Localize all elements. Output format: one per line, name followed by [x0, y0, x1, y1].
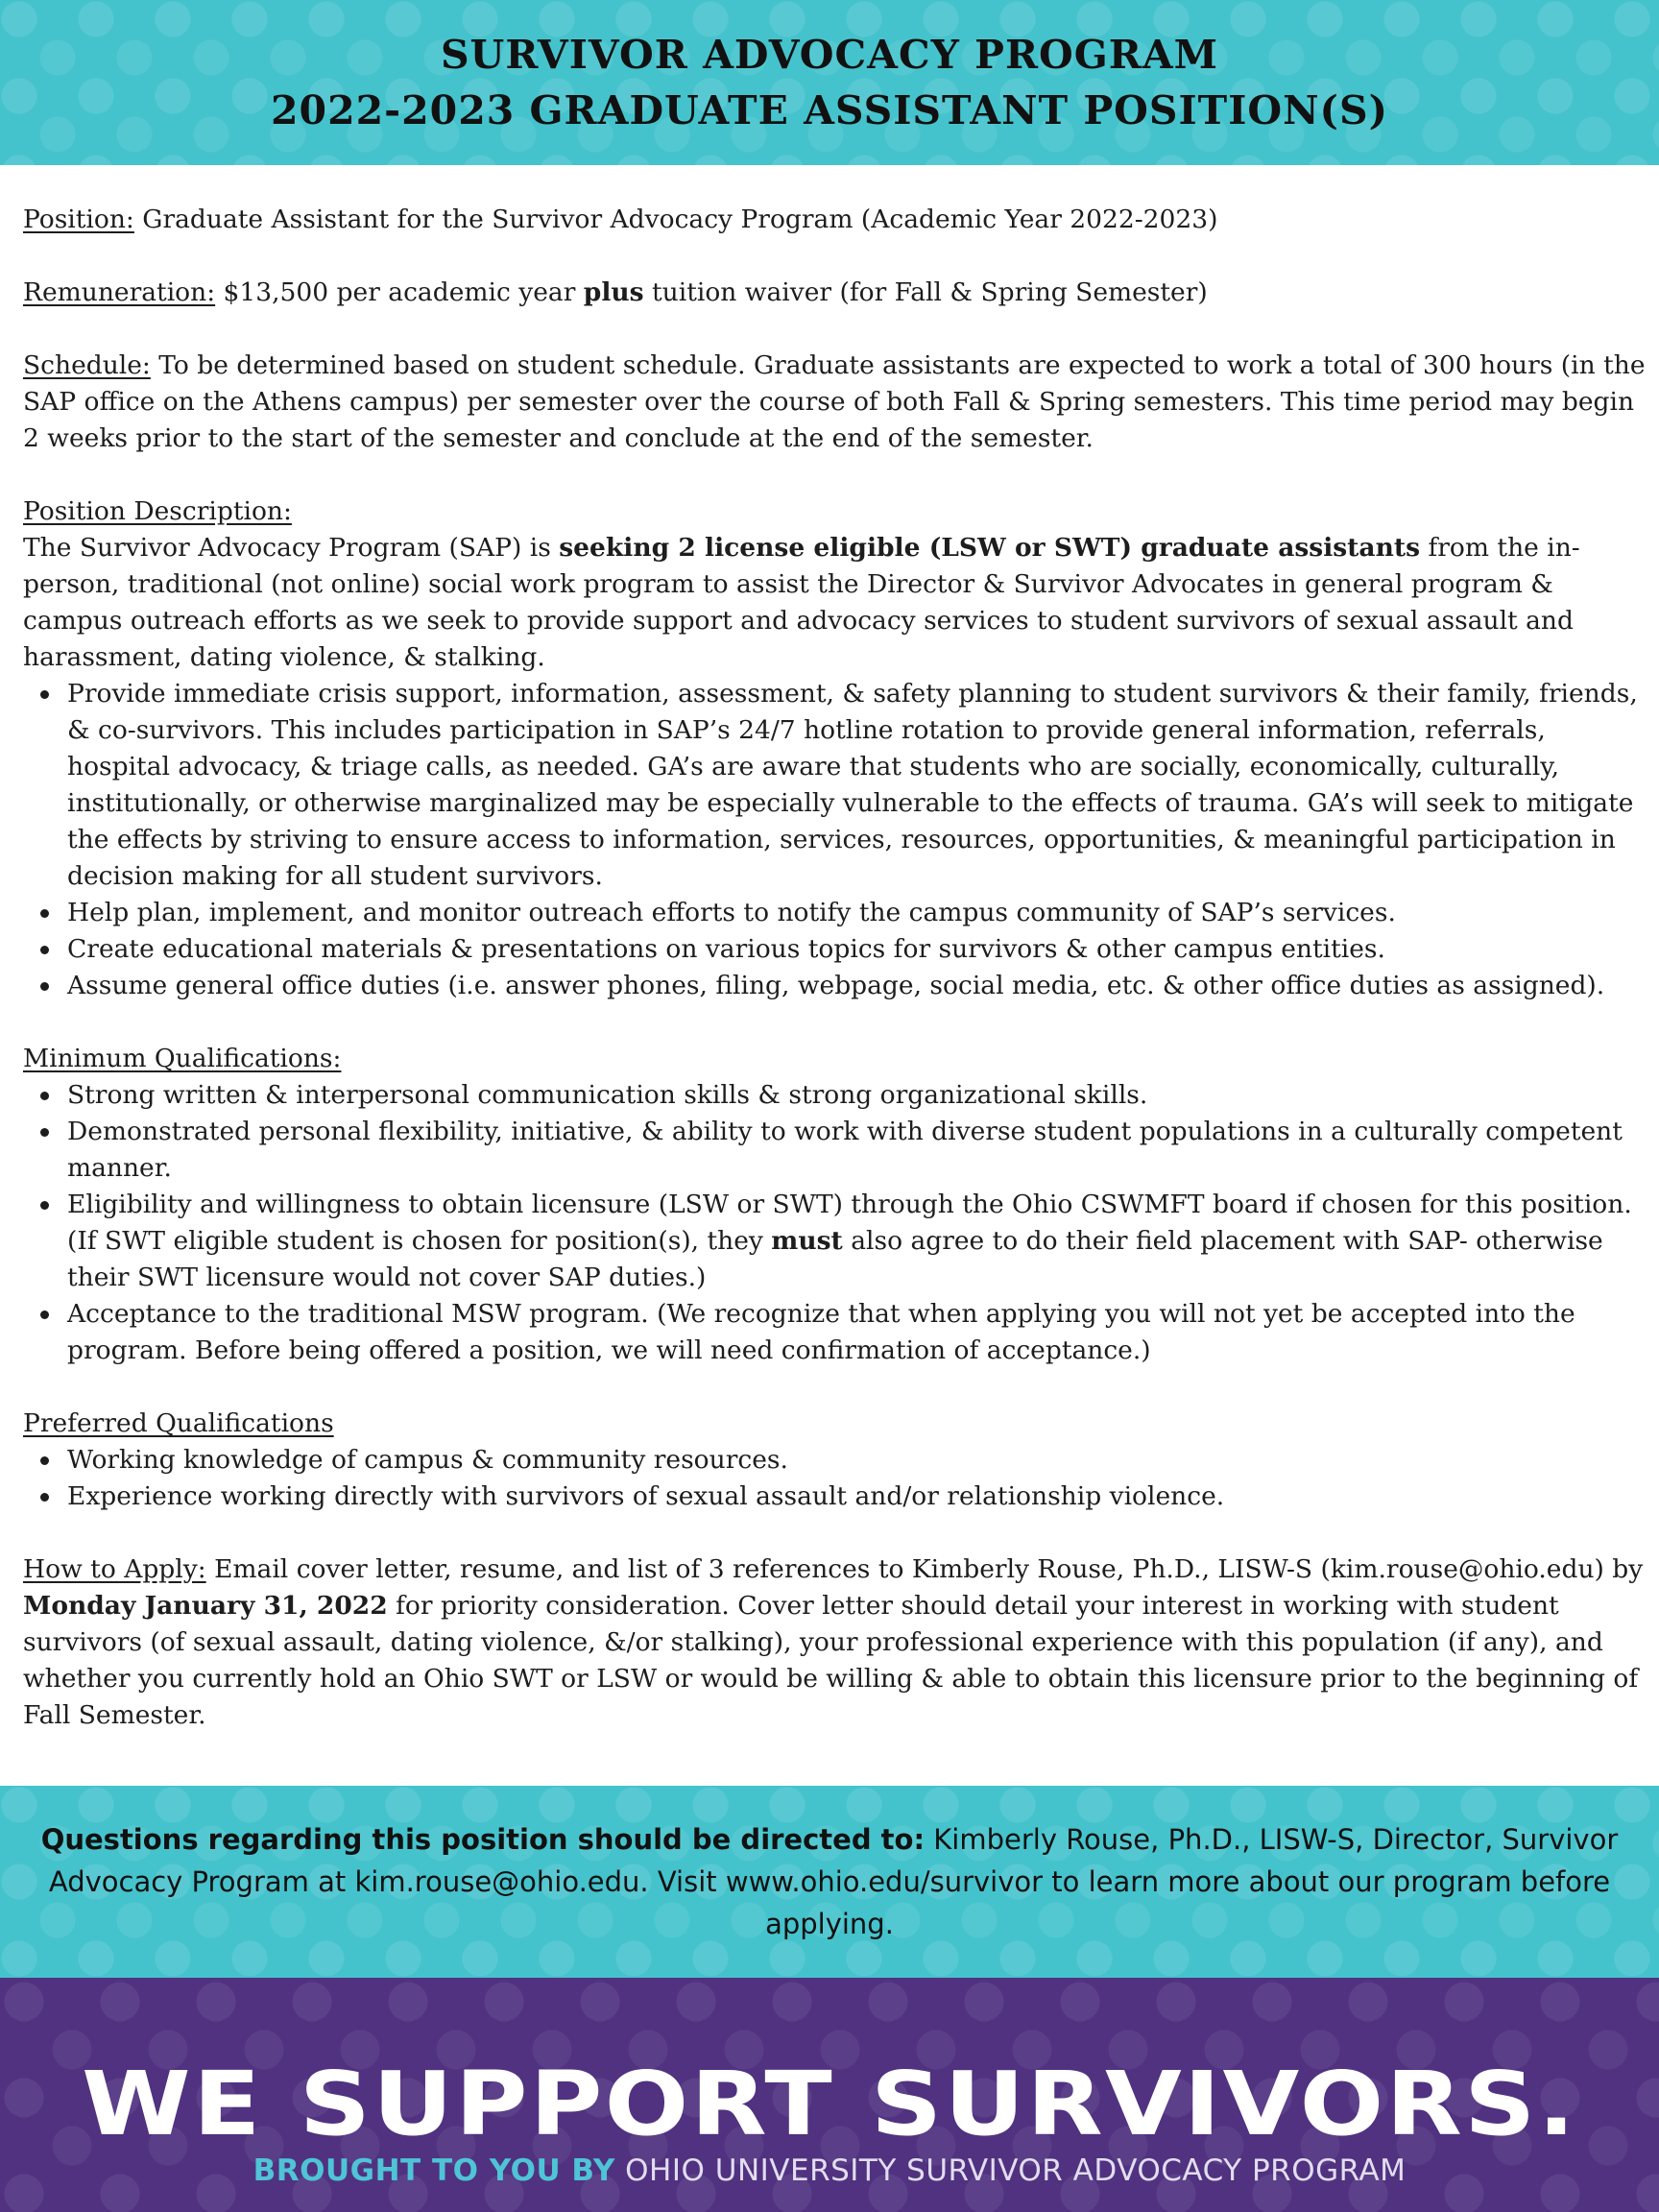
list-item: Working knowledge of campus & community resources.: [67, 1442, 1646, 1479]
questions-text: [13, 1818, 1646, 1945]
position-title: 2022-2023 GRADUATE ASSISTANT POSITION(S): [271, 87, 1388, 133]
list-item: Demonstrated personal flexibility, initiative, & ability to work with diverse student populations in a culturally competent manner.: [67, 1114, 1646, 1187]
minimum-qualifications-section: [23, 1041, 1646, 1369]
description-intro-b: from the in-person, traditional (not online) social work program to assist the Director & Survivor Advocates in general program & campus outreach efforts as we seek to provide support and advocacy services to student survivors of sexual assault and harassment, dating violence, & stalking.: [23, 533, 1580, 672]
description-section: [23, 493, 1646, 1004]
position-label: Position:: [23, 204, 134, 234]
apply-label: How to Apply:: [23, 1554, 206, 1584]
program-title: SURVIVOR ADVOCACY PROGRAM: [440, 32, 1219, 78]
minimum-b3-a: Eligibility and willingness to obtain licensure (LSW or SWT) through the Ohio CSWMFT board if chosen for this position. (If SWT eligible student is chosen for position(s), they: [67, 1190, 1632, 1256]
description-intro-bold: seeking 2 license eligible (LSW or SWT) graduate assistants: [559, 533, 1421, 563]
minimum-list: [23, 1077, 1646, 1369]
list-item: Experience working directly with survivors of sexual assault and/or relationship violence.: [67, 1479, 1646, 1515]
flyer-body: [23, 202, 1646, 1770]
position-section: [23, 202, 1646, 238]
footer-headline: WE SUPPORT SURVIVORS.: [82, 2053, 1577, 2155]
minimum-label: Minimum Qualifications:: [23, 1044, 342, 1073]
schedule-section: [23, 348, 1646, 457]
minimum-b3-bold: must: [771, 1226, 843, 1256]
preferred-qualifications-section: [23, 1406, 1646, 1515]
schedule-text: To be determined based on student schedule. Graduate assistants are expected to work a total of 300 hours (in the SAP office on the Athens campus) per semester over the course of both Fall & Spring semesters. This time period may begin 2 weeks prior to the start of the semester and conclude at the end of the semester.: [23, 350, 1646, 453]
list-item: Provide immediate crisis support, information, assessment, & safety planning to student survivors & their family, friends, & co-survivors. This includes participation in SAP’s 24/7 hotline rotation to provide general information, referrals, hospital advocacy, & triage calls, as needed. GA’s are aware that students who are socially, economically, culturally, institutionally, or otherwise marginalized may be especially vulnerable to the effects of trauma. GA’s will seek to mitigate the effects by striving to ensure access to information, services, resources, opportunities, & meaningful participation in decision making for all student survivors.: [67, 676, 1646, 895]
questions-contact: Kimberly Rouse, Ph.D., LISW-S, Director, Survivor Advocacy Program at kim.rouse@ohio.edu. Visit www.ohio.edu/survivor to learn more about our program before applying.: [48, 1823, 1619, 1940]
preferred-label: Preferred Qualifications: [23, 1408, 334, 1438]
minimum-b3-b: also agree to do their field placement with SAP- otherwise their SWT licensure would not cover SAP duties.): [67, 1226, 1603, 1292]
list-item: Help plan, implement, and monitor outreach efforts to notify the campus community of SAP’s services.: [67, 895, 1646, 931]
remuneration-bold: plus: [583, 277, 644, 307]
position-text: Graduate Assistant for the Survivor Advocacy Program (Academic Year 2022-2023): [133, 204, 1218, 234]
list-item: Assume general office duties (i.e. answer phones, filing, webpage, social media, etc. & other office duties as assigned).: [67, 968, 1646, 1004]
remuneration-section: [23, 275, 1646, 311]
list-item: Create educational materials & presentations on various topics for survivors & other campus entities.: [67, 931, 1646, 968]
footer-subline: [0, 2153, 1659, 2188]
description-intro: [23, 530, 1646, 676]
remuneration-text-b: tuition waiver (for Fall & Spring Semester): [643, 277, 1208, 307]
apply-deadline: Monday January 31, 2022: [23, 1591, 388, 1621]
remuneration-text-a: $13,500 per academic year: [215, 277, 584, 307]
list-item: [67, 1187, 1646, 1296]
brought-by-label: BROUGHT TO YOU BY: [252, 2153, 615, 2188]
description-intro-a: The Survivor Advocacy Program (SAP) is: [23, 533, 560, 563]
questions-banner: [0, 1786, 1659, 1978]
footer-org-name: OHIO UNIVERSITY SURVIVOR ADVOCACY PROGRAM: [614, 2153, 1407, 2188]
footer-banner: [0, 1978, 1659, 2212]
apply-text-a: Email cover letter, resume, and list of 3 references to Kimberly Rouse, Ph.D., LISW-S (kim.rouse@ohio.edu) by: [205, 1554, 1644, 1584]
remuneration-label: Remuneration:: [23, 277, 216, 307]
header-banner: [0, 0, 1659, 165]
preferred-list: [23, 1442, 1646, 1515]
list-item: Strong written & interpersonal communication skills & strong organizational skills.: [67, 1077, 1646, 1114]
schedule-label: Schedule:: [23, 350, 151, 380]
description-label: Position Description:: [23, 496, 292, 526]
list-item: Acceptance to the traditional MSW program. (We recognize that when applying you will not yet be accepted into the program. Before being offered a position, we will need confirmation of acceptance.): [67, 1296, 1646, 1369]
description-list: [23, 676, 1646, 1004]
apply-section: [23, 1551, 1646, 1734]
apply-text-b: for priority consideration. Cover letter should detail your interest in working with student survivors (of sexual assault, dating violence, &/or stalking), your professional experience with this population (if any), and whether you currently hold an Ohio SWT or LSW or would be willing & able to obtain this licensure prior to the beginning of Fall Semester.: [23, 1591, 1639, 1730]
questions-bold: Questions regarding this position should be directed to:: [40, 1823, 926, 1856]
